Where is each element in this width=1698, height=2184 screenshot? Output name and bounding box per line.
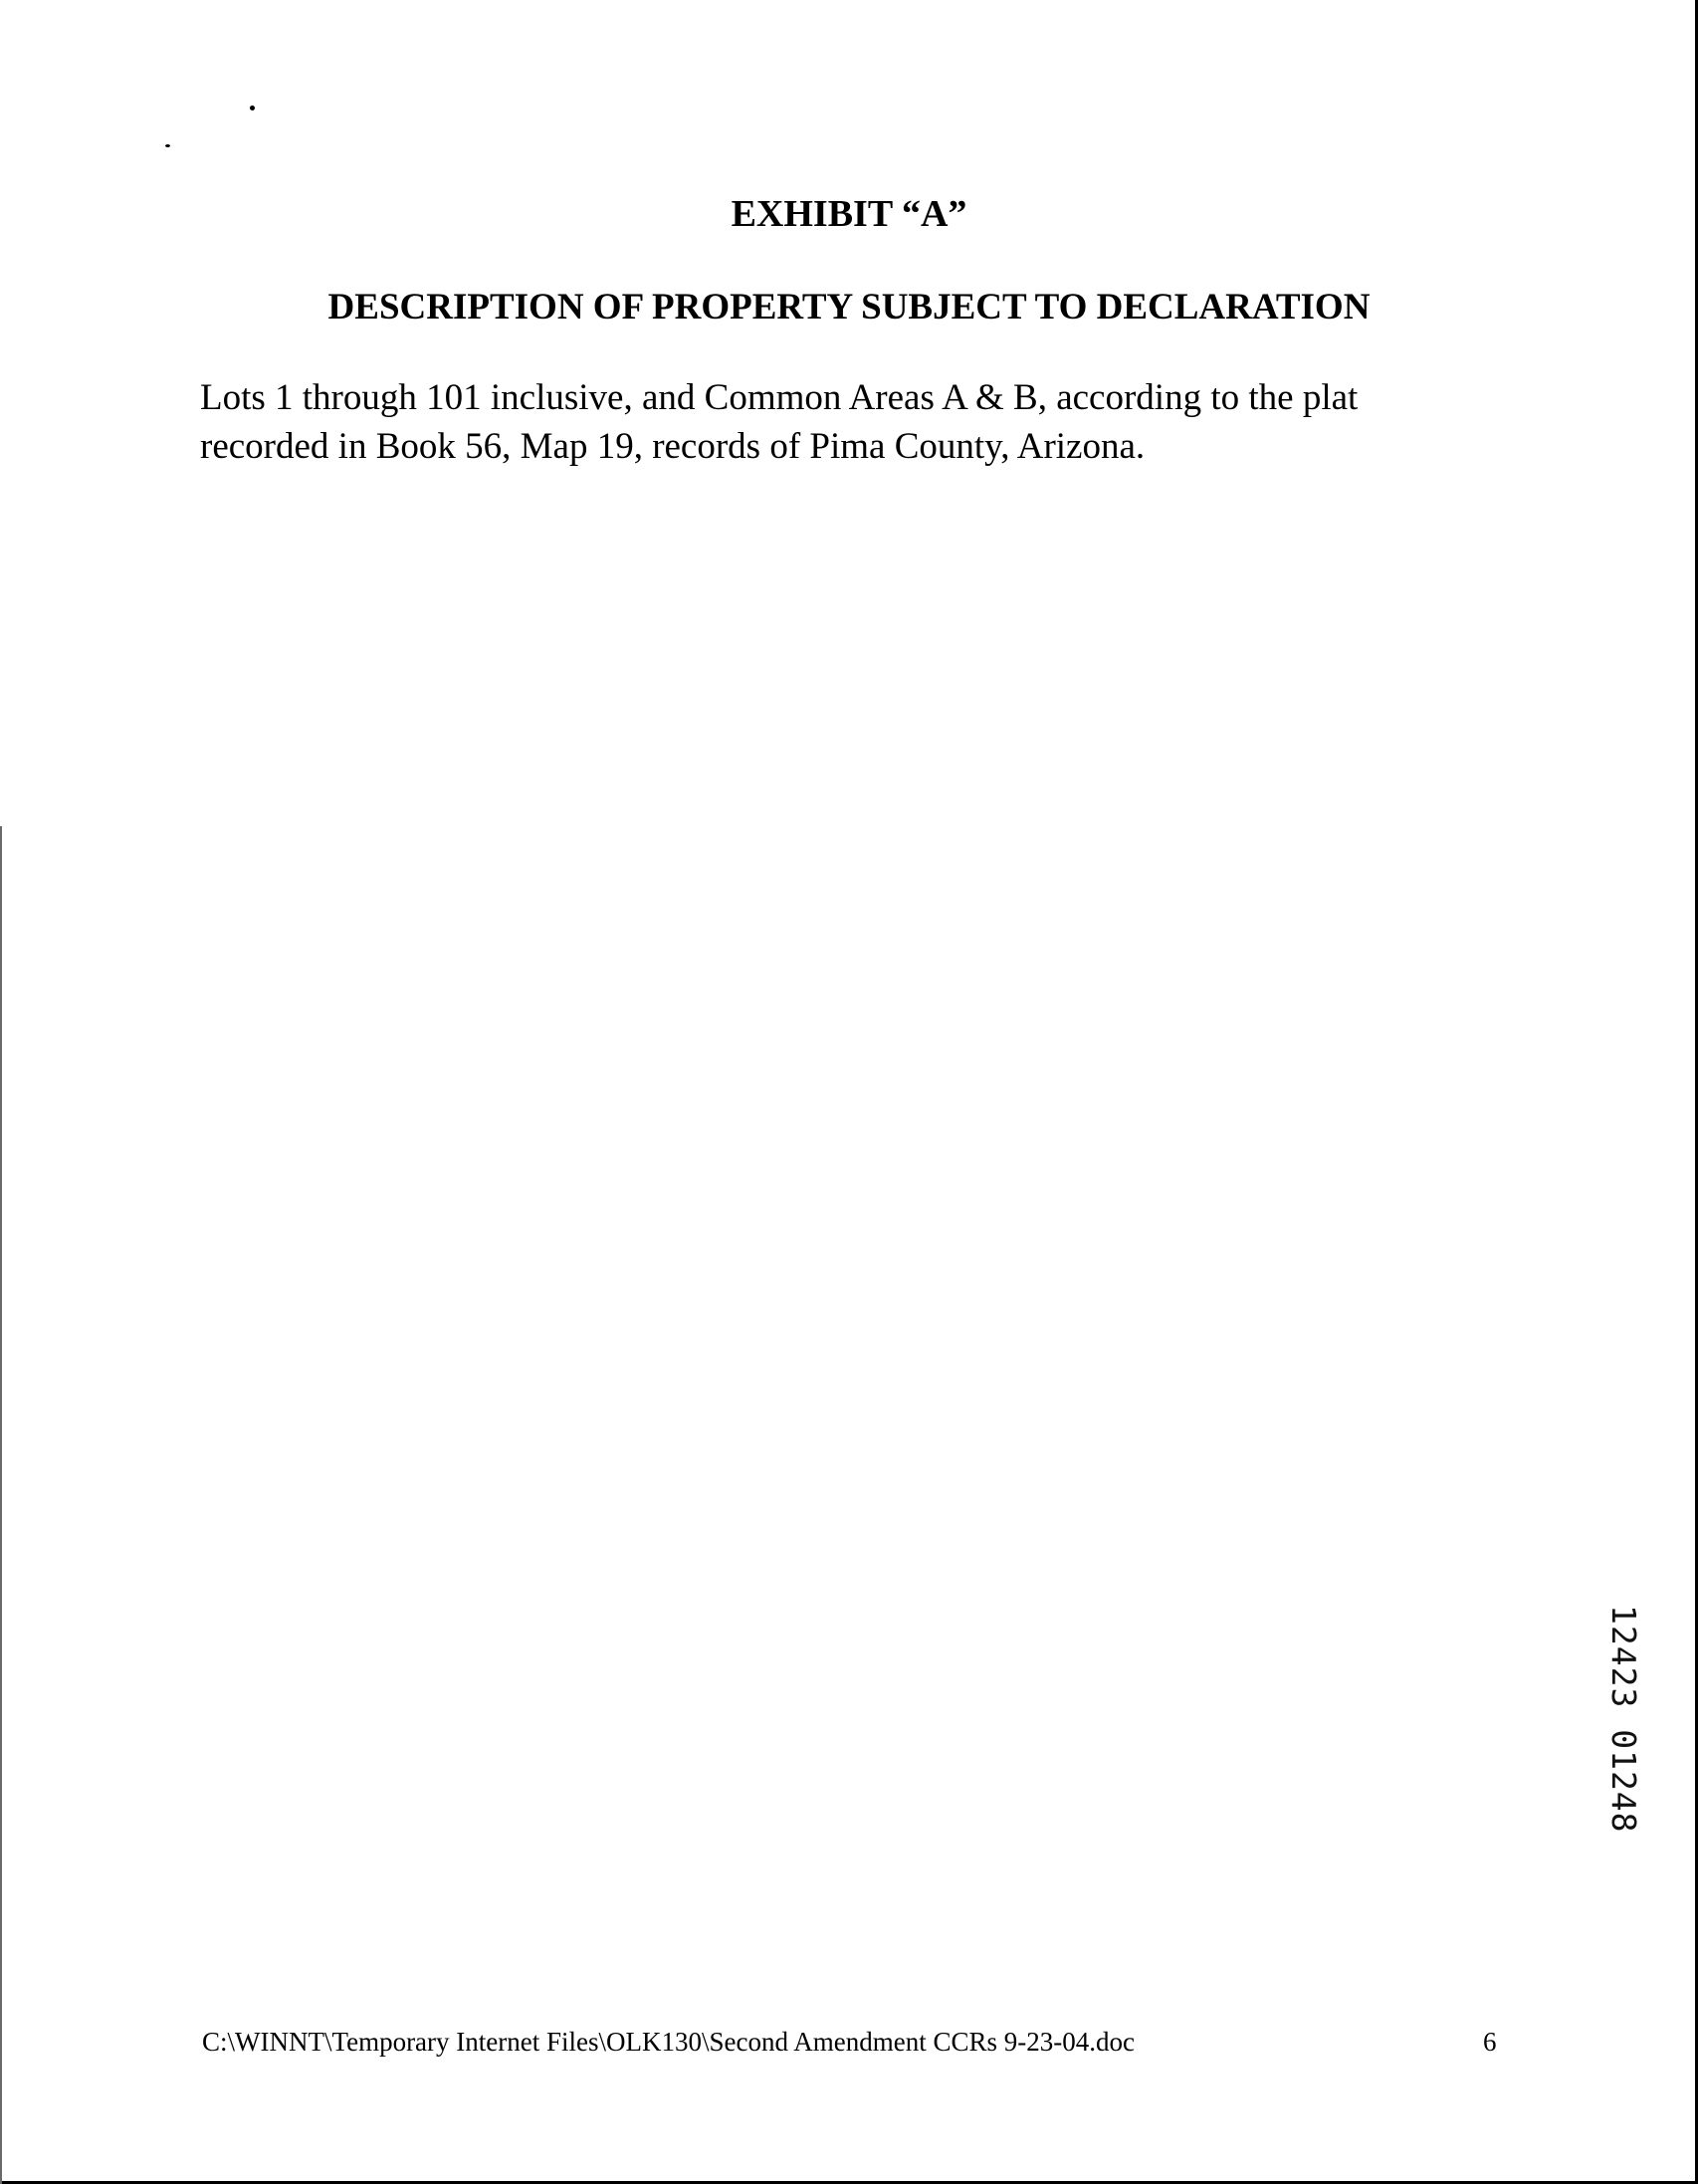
recording-stamp [1604, 1605, 1643, 1834]
scan-speck [250, 106, 255, 110]
recording-stamp-number: 12423 01248 [1604, 1605, 1643, 1834]
footer-file-path: C:\WINNT\Temporary Internet Files\OLK130\Second Amendment CCRs 9-23-04.doc [202, 2027, 1135, 2057]
exhibit-title: EXHIBIT “A” [731, 193, 967, 235]
property-description-line: Lots 1 through 101 inclusive, and Common Areas A & B, according to the plat [200, 377, 1359, 418]
scan-speck [165, 144, 170, 147]
page-number: 6 [1483, 2027, 1497, 2057]
property-description-line: recorded in Book 56, Map 19, records of Pima County, Arizona. [200, 426, 1146, 467]
property-description [200, 373, 1494, 471]
section-title: DESCRIPTION OF PROPERTY SUBJECT TO DECLARATION [327, 287, 1371, 328]
scan-border-left [0, 826, 2, 2184]
